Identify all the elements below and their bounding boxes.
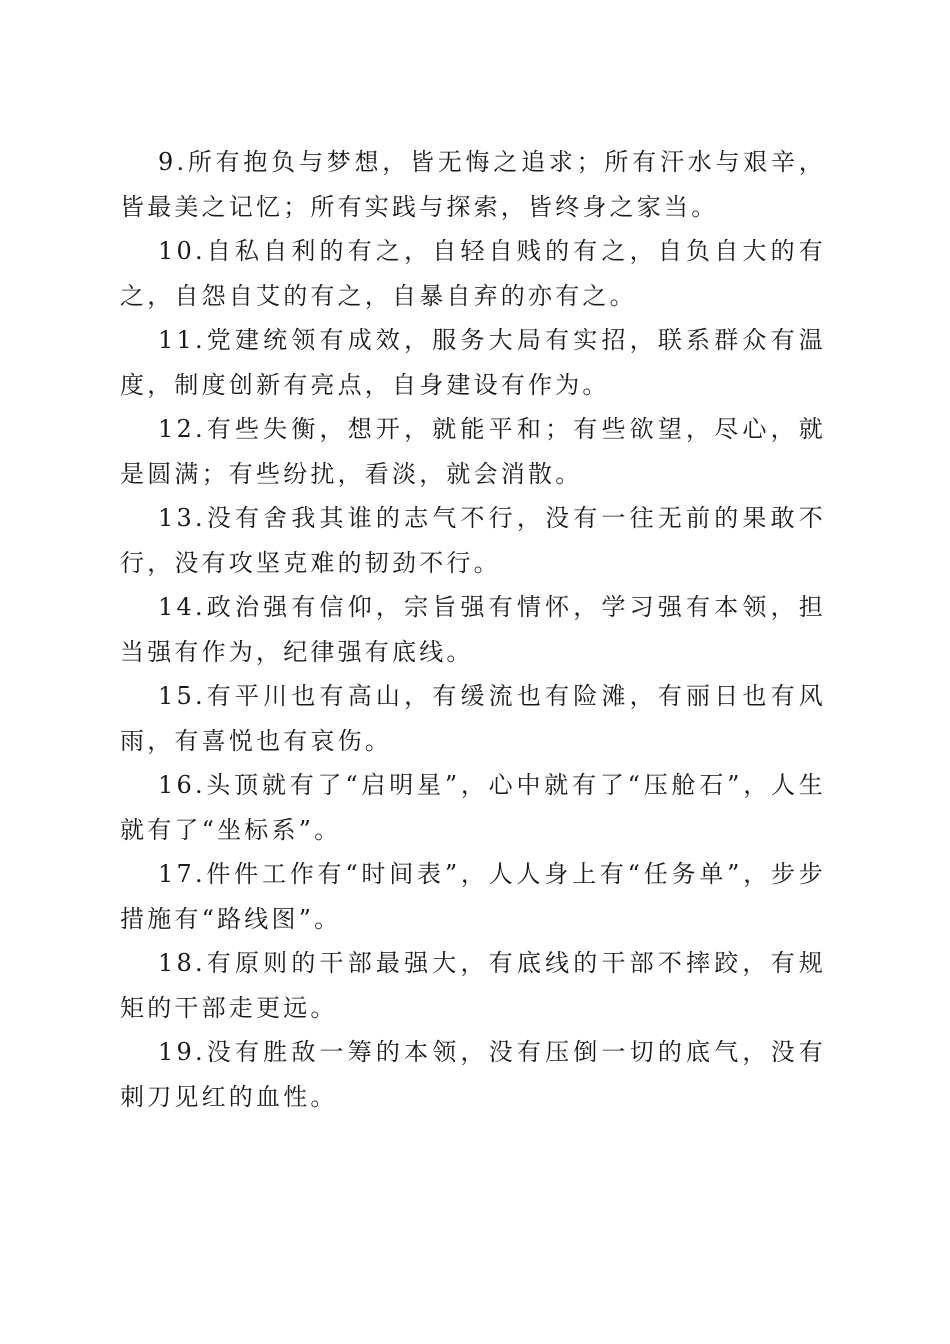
paragraph-14: 14.政治强有信仰，宗旨强有情怀，学习强有本领，担当强有作为，纪律强有底线。 (120, 593, 826, 666)
document-body (120, 140, 826, 1119)
paragraph-15: 15.有平川也有高山，有缓流也有险滩，有丽日也有风雨，有喜悦也有哀伤。 (120, 682, 826, 755)
paragraph-16: 16.头顶就有了“启明星”，心中就有了“压舱石”，人生就有了“坐标系”。 (120, 771, 826, 844)
paragraph-11: 11.党建统领有成效，服务大局有实招，联系群众有温度，制度创新有亮点，自身建设有作为。 (120, 326, 826, 399)
paragraph-12: 12.有些失衡，想开，就能平和；有些欲望，尽心，就是圆满；有些纷扰，看淡，就会消散。 (120, 415, 826, 488)
paragraph-17: 17.件件工作有“时间表”，人人身上有“任务单”，步步措施有“路线图”。 (120, 860, 826, 933)
paragraph-18: 18.有原则的干部最强大，有底线的干部不摔跤，有规矩的干部走更远。 (120, 949, 826, 1022)
paragraph-9: 9.所有抱负与梦想，皆无悔之追求；所有汗水与艰辛，皆最美之记忆；所有实践与探索，皆终身之家当。 (120, 148, 826, 221)
paragraph-13: 13.没有舍我其谁的志气不行，没有一往无前的果敢不行，没有攻坚克难的韧劲不行。 (120, 504, 826, 577)
paragraph-19: 19.没有胜敌一筹的本领，没有压倒一切的底气，没有刺刀见红的血性。 (120, 1038, 826, 1111)
paragraph-10: 10.自私自利的有之，自轻自贱的有之，自负自大的有之，自怨自艾的有之，自暴自弃的亦有之。 (120, 237, 826, 310)
